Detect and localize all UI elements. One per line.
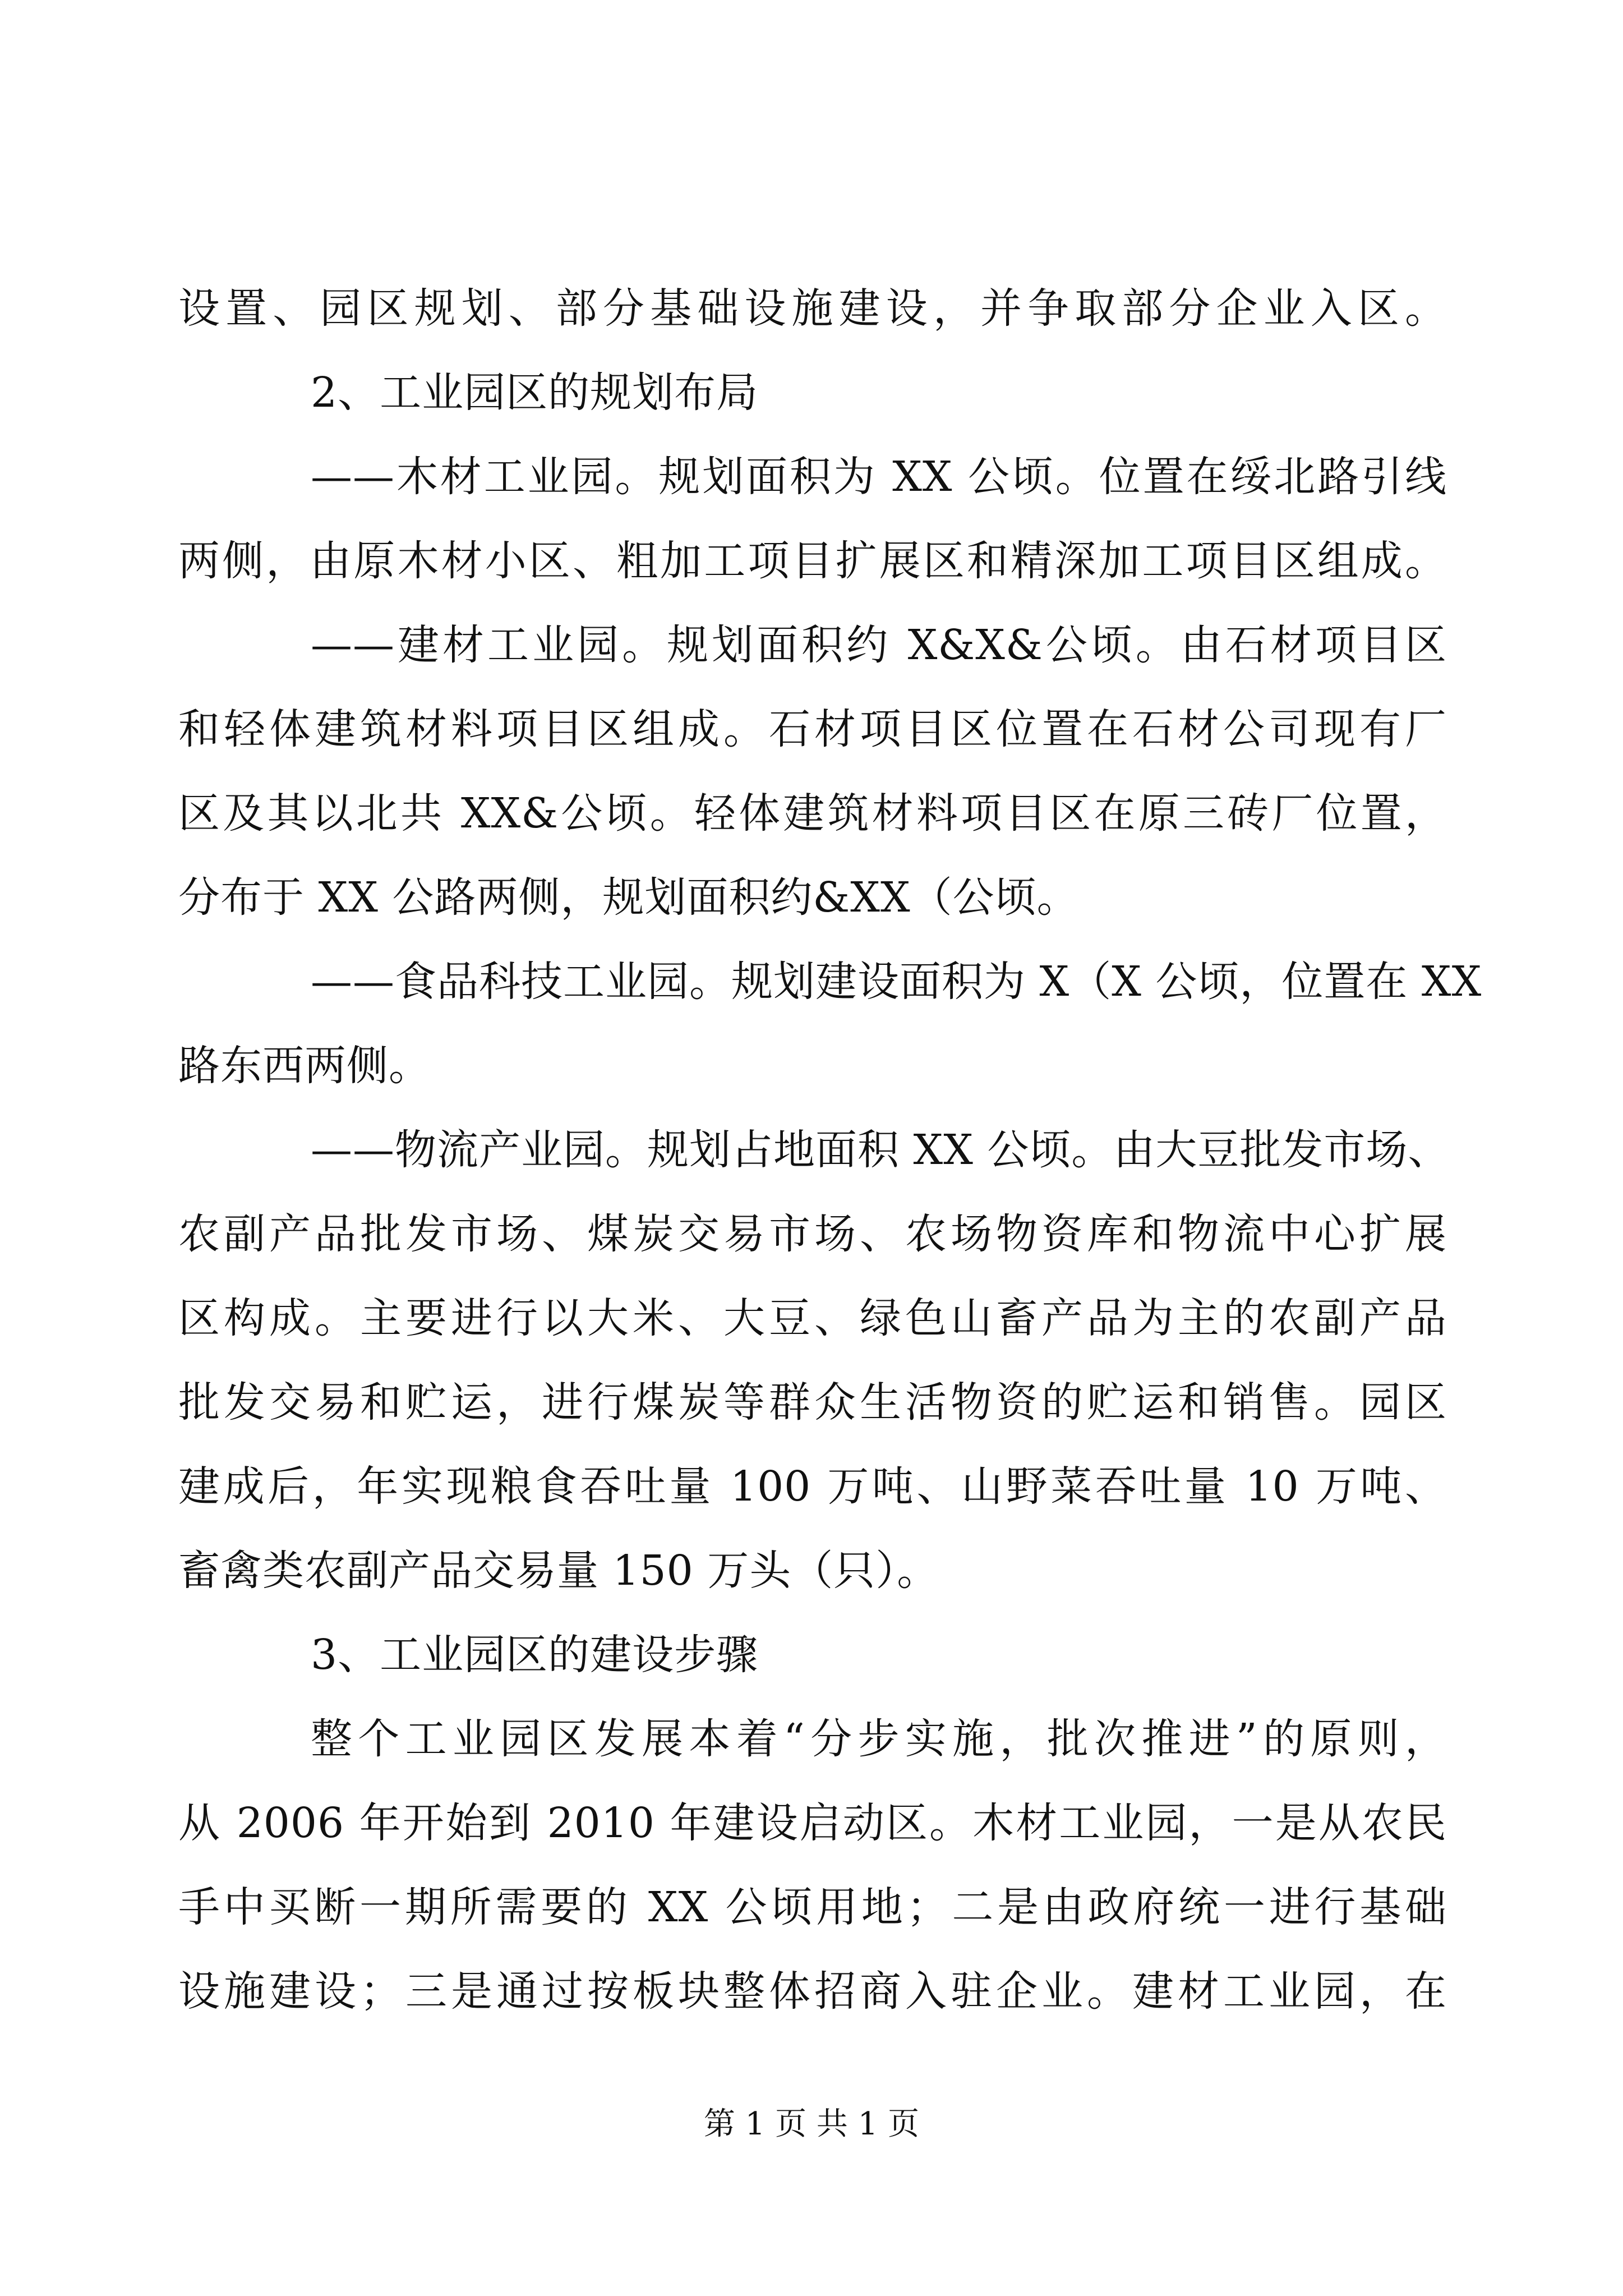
section-heading: 3、工业园区的建设步骤 xyxy=(311,1631,759,1679)
paragraph-line: ——建材工业园。规划面积约 X&X&公顷。由石材项目区 xyxy=(311,621,1447,669)
paragraph-line: 设施建设；三是通过按板块整体招商入驻企业。建材工业园，在 xyxy=(178,1967,1447,2016)
body-text xyxy=(178,266,1482,2033)
paragraph-line: 分布于 XX 公路两侧，规划面积约&XX（公顷。 xyxy=(178,873,1079,922)
paragraph-line: 从 2006 年开始到 2010 年建设启动区。木材工业园，一是从农民 xyxy=(178,1799,1447,1847)
paragraph-line: 整个工业园区发展本着“分步实施，批次推进”的原则， xyxy=(311,1715,1447,1763)
paragraph-line: ——木材工业园。规划面积为 XX 公顷。位置在绥北路引线 xyxy=(311,453,1447,501)
paragraph-line: 手中买断一期所需要的 XX 公顷用地；二是由政府统一进行基础 xyxy=(178,1883,1447,1931)
paragraph-line: 区构成。主要进行以大米、大豆、绿色山畜产品为主的农副产品 xyxy=(178,1294,1447,1342)
section-heading: 2、工业园区的规划布局 xyxy=(311,369,759,417)
paragraph-line: 路东西两侧。 xyxy=(178,1042,431,1090)
paragraph-line: 建成后，年实现粮食吞吐量 100 万吨、山野菜吞吐量 10 万吨、 xyxy=(178,1462,1447,1511)
paragraph-line: 畜禽类农副产品交易量 150 万头（只）。 xyxy=(178,1547,939,1595)
paragraph-line: 批发交易和贮运，进行煤炭等群众生活物资的贮运和销售。园区 xyxy=(178,1378,1447,1427)
paragraph-line: 农副产品批发市场、煤炭交易市场、农场物资库和物流中心扩展 xyxy=(178,1210,1447,1258)
paragraph-line: 和轻体建筑材料项目区组成。石材项目区位置在石材公司现有厂 xyxy=(178,705,1447,753)
paragraph-line: 两侧，由原木材小区、粗加工项目扩展区和精深加工项目区组成。 xyxy=(178,537,1447,585)
paragraph-line: ——食品科技工业园。规划建设面积为 X（X 公顷，位置在 XX xyxy=(311,958,1482,1006)
paragraph-line: ——物流产业园。规划占地面积 XX 公顷。由大豆批发市场、 xyxy=(311,1126,1450,1174)
paragraph-line: 设置、园区规划、部分基础设施建设，并争取部分企业入区。 xyxy=(178,284,1447,333)
page-footer: 第 1 页 共 1 页 xyxy=(703,2106,920,2142)
paragraph-line: 区及其以北共 XX&公顷。轻体建筑材料项目区在原三砖厂位置， xyxy=(178,789,1447,838)
